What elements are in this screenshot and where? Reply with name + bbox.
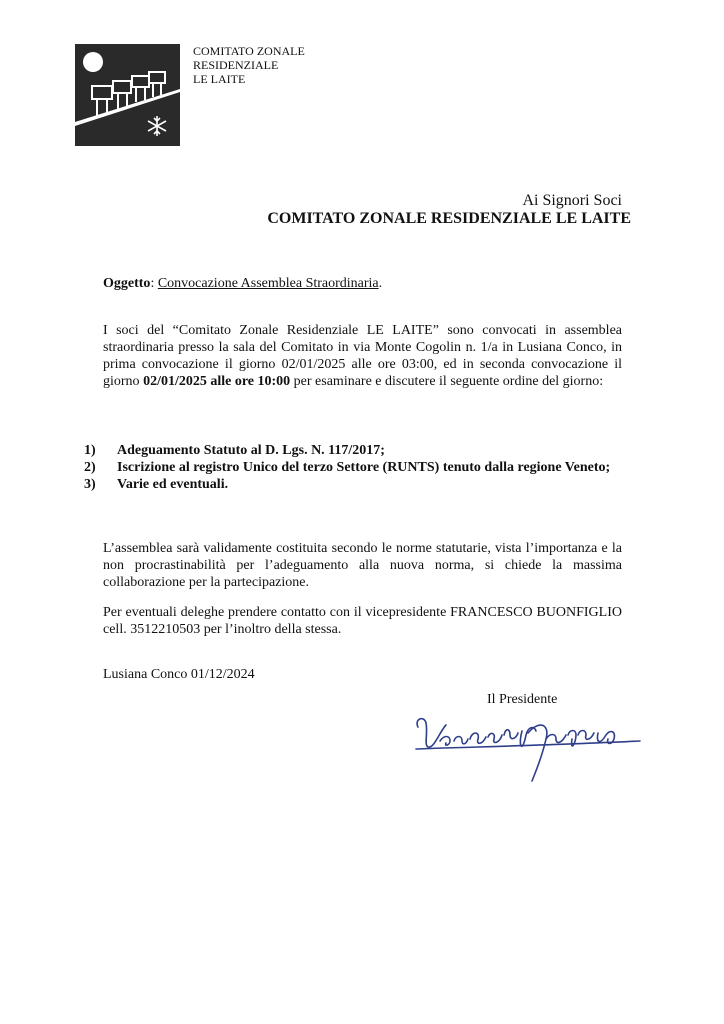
recipient-line-2: COMITATO ZONALE RESIDENZIALE LE LAITE [267, 210, 631, 227]
org-line: COMITATO ZONALE [193, 44, 305, 58]
committee-logo [75, 44, 180, 146]
convocation-paragraph [103, 322, 622, 390]
president-signature [410, 705, 650, 785]
agenda-number: 2) [84, 460, 96, 475]
moon-icon [83, 52, 103, 72]
agenda-number: 1) [84, 443, 96, 458]
subject-title: Convocazione Assemblea Straordinaria [157, 276, 379, 291]
paragraph-text: per esaminare e discutere il seguente ordine del giorno: [290, 374, 604, 389]
validity-paragraph: L’assemblea sarà validamente costituita secondo le norme statutarie, vista l’importanza e la non procrastinabilità per l’adeguamento alla nuova norma, si chiede la massima collaborazione per la partecipazione. [103, 541, 622, 590]
org-name [193, 44, 305, 86]
org-line: RESIDENZIALE [193, 58, 279, 72]
subject-separator: : [150, 276, 158, 291]
agenda-text: Varie ed eventuali. [117, 477, 229, 492]
agenda-list [84, 442, 623, 493]
agenda-number: 3) [84, 477, 96, 492]
president-label: Il Presidente [487, 692, 558, 707]
agenda-item [84, 459, 623, 476]
place-date: Lusiana Conco 01/12/2024 [103, 667, 255, 682]
proxy-paragraph: Per eventuali deleghe prendere contatto con il vicepresidente FRANCESCO BUONFIGLIO cell. 3512210503 per l’inoltro della stessa. [103, 605, 622, 637]
paragraph-text: I soci del “Comitato Zonale Residenziale LE LAITE” sono convocati in assemblea straordinaria presso la sala del Comitato in via Monte Cogolin n. 1/a in Lusiana Conco, in prima convocazione il giorno 02/01/2025 alle ore 03:00, ed in seconda convocazione il giorno [103, 323, 622, 389]
second-call-datetime: 02/01/2025 alle ore 10:00 [143, 374, 291, 389]
subject-end: . [378, 276, 383, 291]
org-line: LE LAITE [193, 72, 246, 86]
subject-line [103, 276, 382, 292]
agenda-item [84, 442, 623, 459]
agenda-text: Adeguamento Statuto al D. Lgs. N. 117/2017; [117, 443, 385, 458]
agenda-item [84, 476, 623, 493]
subject-label: Oggetto [103, 276, 151, 291]
recipient-line-1: Ai Signori Soci [522, 192, 622, 209]
agenda-text: Iscrizione al registro Unico del terzo Settore (RUNTS) tenuto dalla regione Veneto; [117, 460, 611, 475]
